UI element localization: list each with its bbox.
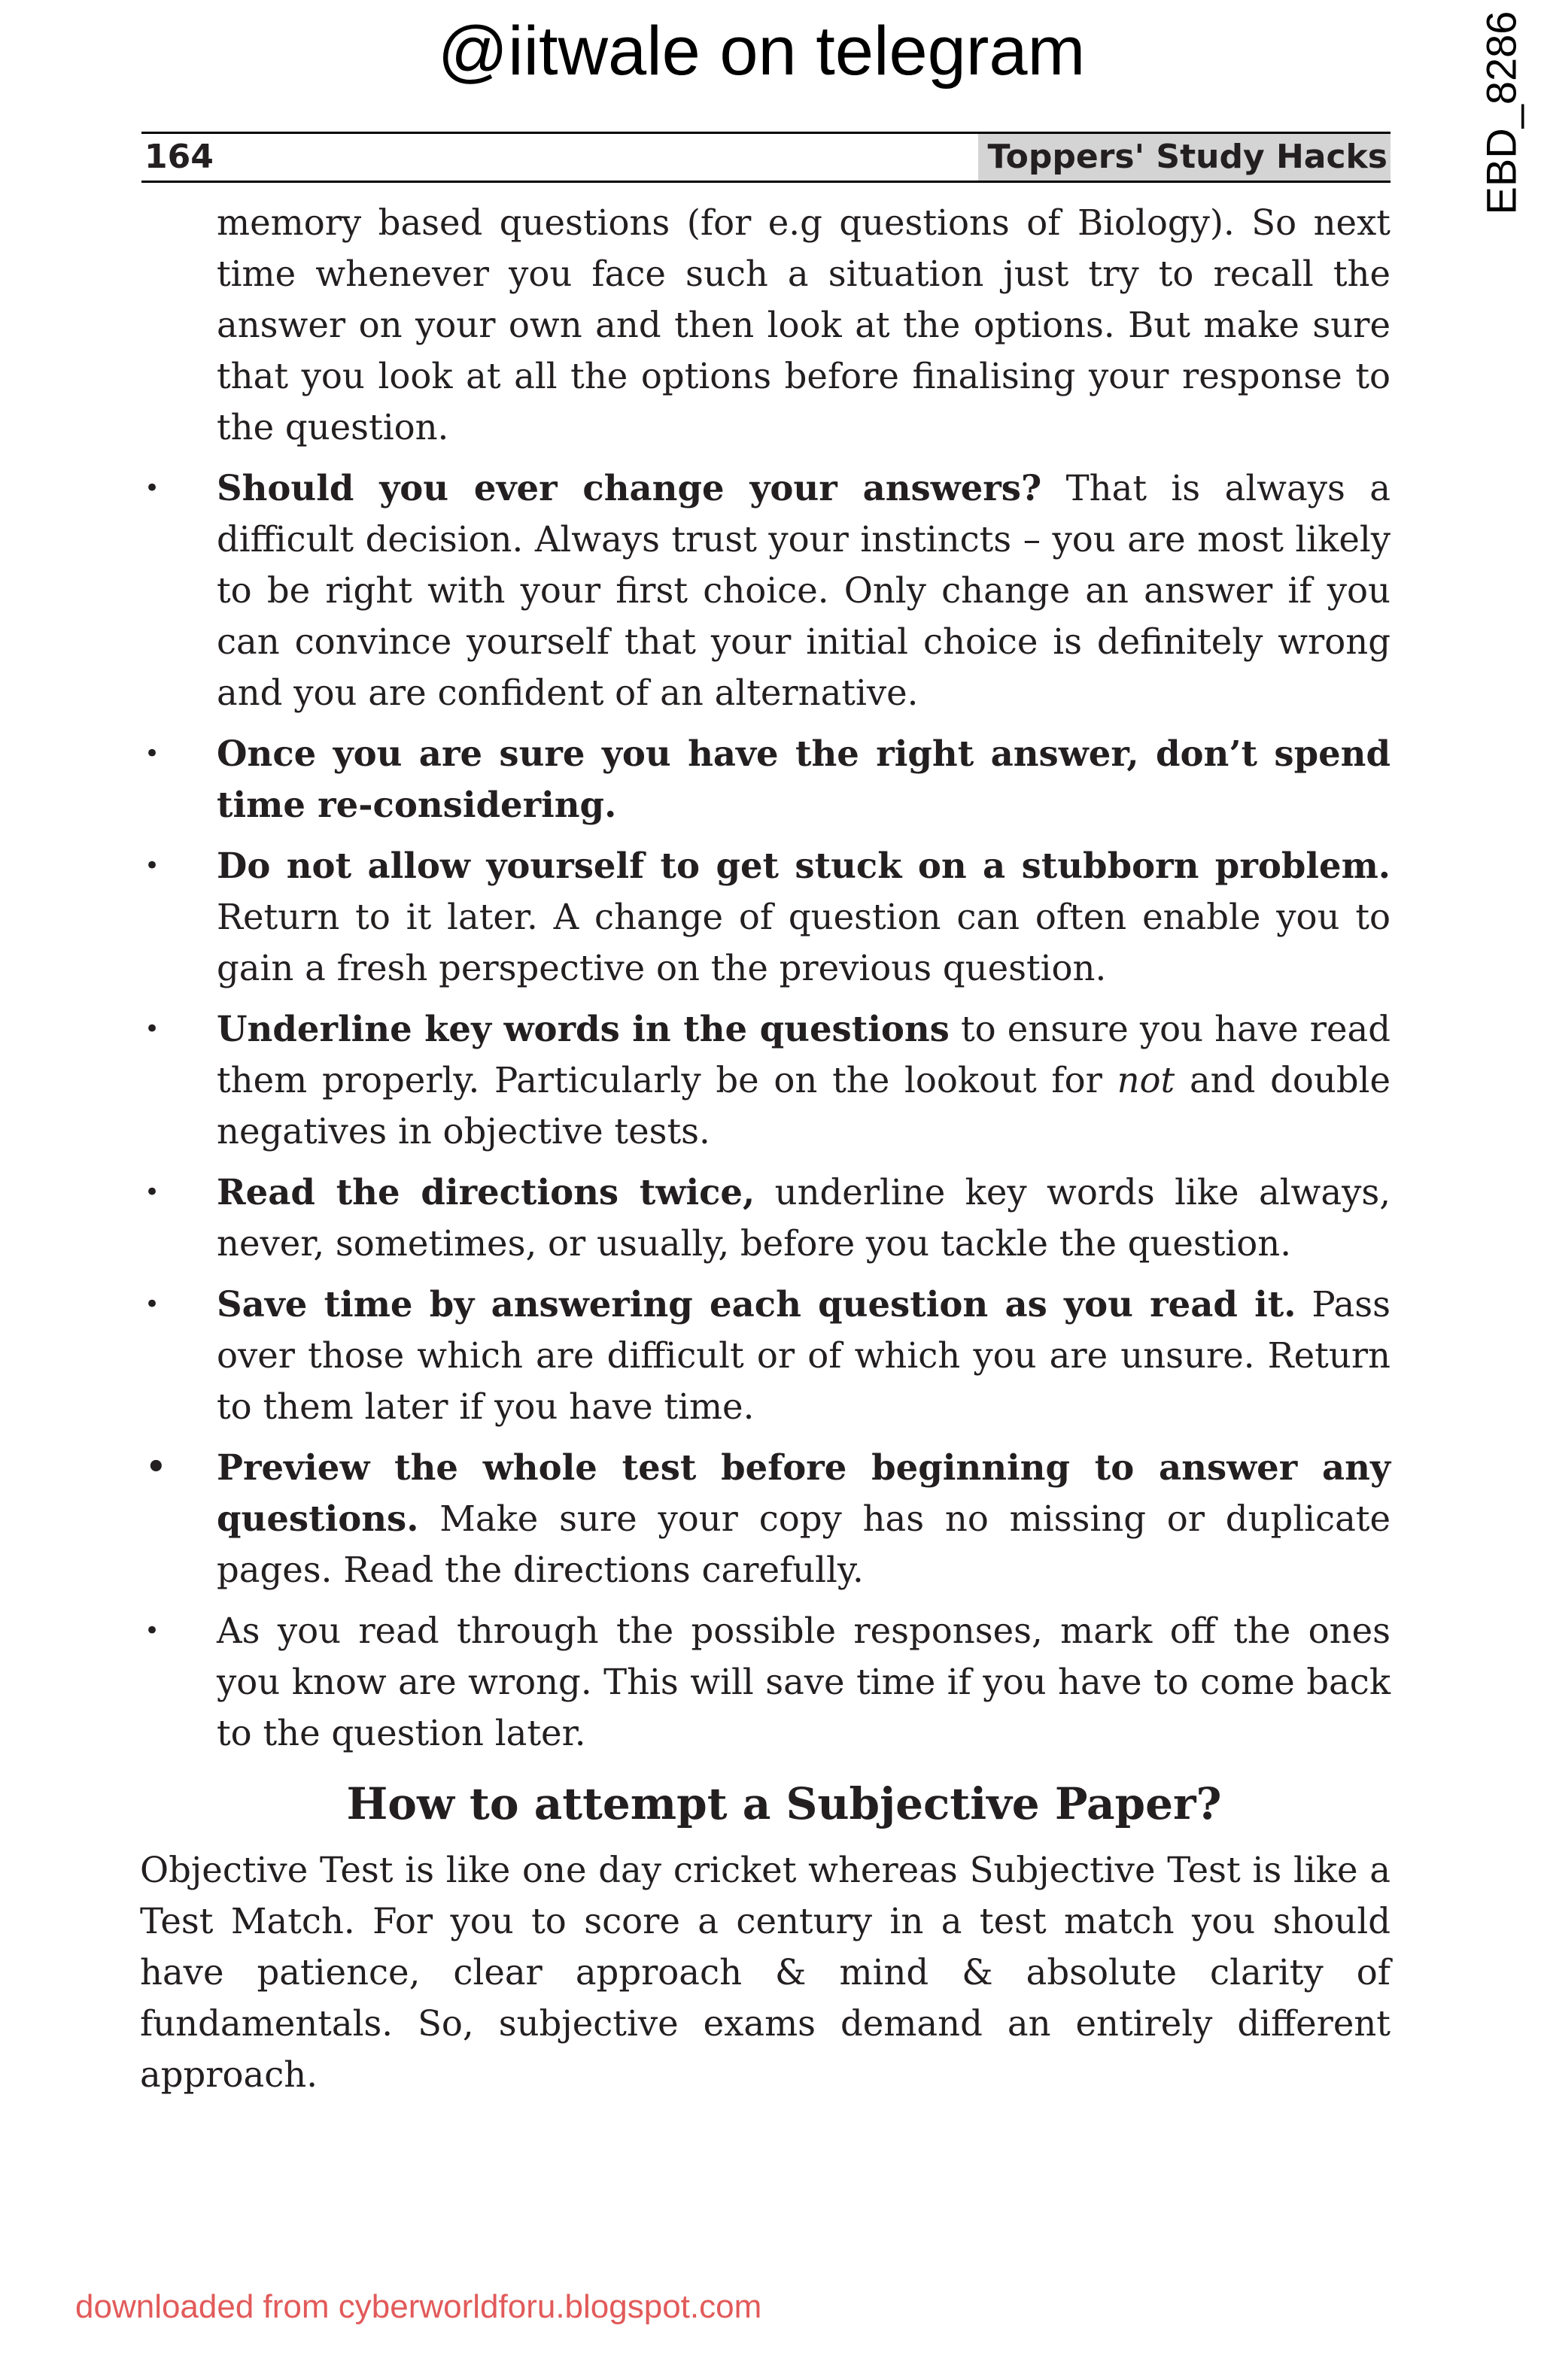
bullet-text: underline key words like always, never, sometimes, or usually, before you tackle the question. — [217, 1172, 1391, 1264]
bullet-icon: • — [144, 1445, 168, 1490]
bullet-text: Return to it later. A change of question can often enable you to gain a fresh perspective on the previous question. — [217, 897, 1391, 988]
bullet-text: Pass over those which are difficult or of which you are unsure. Return to them later if you have time. — [217, 1284, 1391, 1427]
bullet-text: Make sure your copy has no missing or duplicate pages. Read the directions carefully. — [217, 1498, 1391, 1590]
bullet-bold-text: Save time by answering each question as you read it. — [217, 1283, 1296, 1325]
telegram-watermark: @iitwale on telegram — [437, 13, 1086, 90]
download-watermark: downloaded from cyberworldforu.blogspot.com — [75, 2288, 762, 2325]
bullet-icon: • — [144, 1289, 160, 1319]
list-item — [140, 840, 1391, 994]
bullet-icon: • — [144, 1014, 160, 1044]
list-item — [140, 728, 1391, 830]
running-title: Toppers' Study Hacks — [978, 134, 1391, 181]
bullet-icon: • — [144, 851, 160, 881]
list-item — [140, 1003, 1391, 1157]
page-header — [141, 132, 1391, 183]
list-item — [140, 1442, 1391, 1595]
bullet-icon: • — [144, 1177, 160, 1207]
bullet-icon: • — [144, 1616, 160, 1646]
bullet-bold-text: Should you ever change your answers? — [217, 467, 1042, 508]
bullet-bold-text: Read the directions twice, — [217, 1171, 755, 1213]
list-item — [140, 463, 1391, 718]
bullet-bold-text: Do not allow yourself to get stuck on a stubborn problem. — [217, 845, 1391, 886]
list-item — [140, 1167, 1391, 1269]
page-number: 164 — [144, 138, 214, 176]
document-code: EBD_8286 — [1477, 11, 1525, 215]
list-item — [140, 1605, 1391, 1759]
section-paragraph: Objective Test is like one day cricket whereas Subjective Test is like a Test Match. For you to score a century in a test match you should have patience, clear approach & mind & absolute clarity of fundamentals. So, subjective exams demand an entirely different approach. — [140, 1850, 1391, 2095]
bullet-icon: • — [144, 473, 160, 503]
bullet-bold-text: Once you are sure you have the right answer, don’t spend time re-considering. — [217, 733, 1391, 825]
tips-list — [140, 463, 1391, 1759]
bullet-text: As you read through the possible responses, mark off the ones you know are wrong. This will save time if you have to come back to the question later. — [217, 1610, 1391, 1753]
bullet-text: and double negatives in objective tests. — [217, 1060, 1391, 1152]
bullet-text: That is always a difficult decision. Always trust your instincts – you are most likely to be right with your first choice. Only change an answer if you can convince yourself that your initial choice is definitely wrong and you are confident of an alternative. — [217, 468, 1391, 713]
section-heading: How to attempt a Subjective Paper? — [346, 1778, 1222, 1829]
bullet-icon: • — [144, 739, 160, 769]
page-content — [140, 197, 1391, 2100]
intro-paragraph: memory based questions (for e.g questions of Biology). So next time whenever you face such a situation just try to recall the answer on your own and then look at the options. But make sure that you look at all the options before finalising your response to the question. — [217, 202, 1391, 448]
bullet-bold-text: Preview the whole test before beginning to answer any questions. — [217, 1447, 1391, 1539]
list-item — [140, 1279, 1391, 1432]
bullet-italic-text: not — [1117, 1060, 1175, 1100]
bullet-text: to ensure you have read them properly. Particularly be on the lookout for — [217, 1009, 1391, 1100]
bullet-bold-text: Underline key words in the questions — [217, 1008, 950, 1049]
